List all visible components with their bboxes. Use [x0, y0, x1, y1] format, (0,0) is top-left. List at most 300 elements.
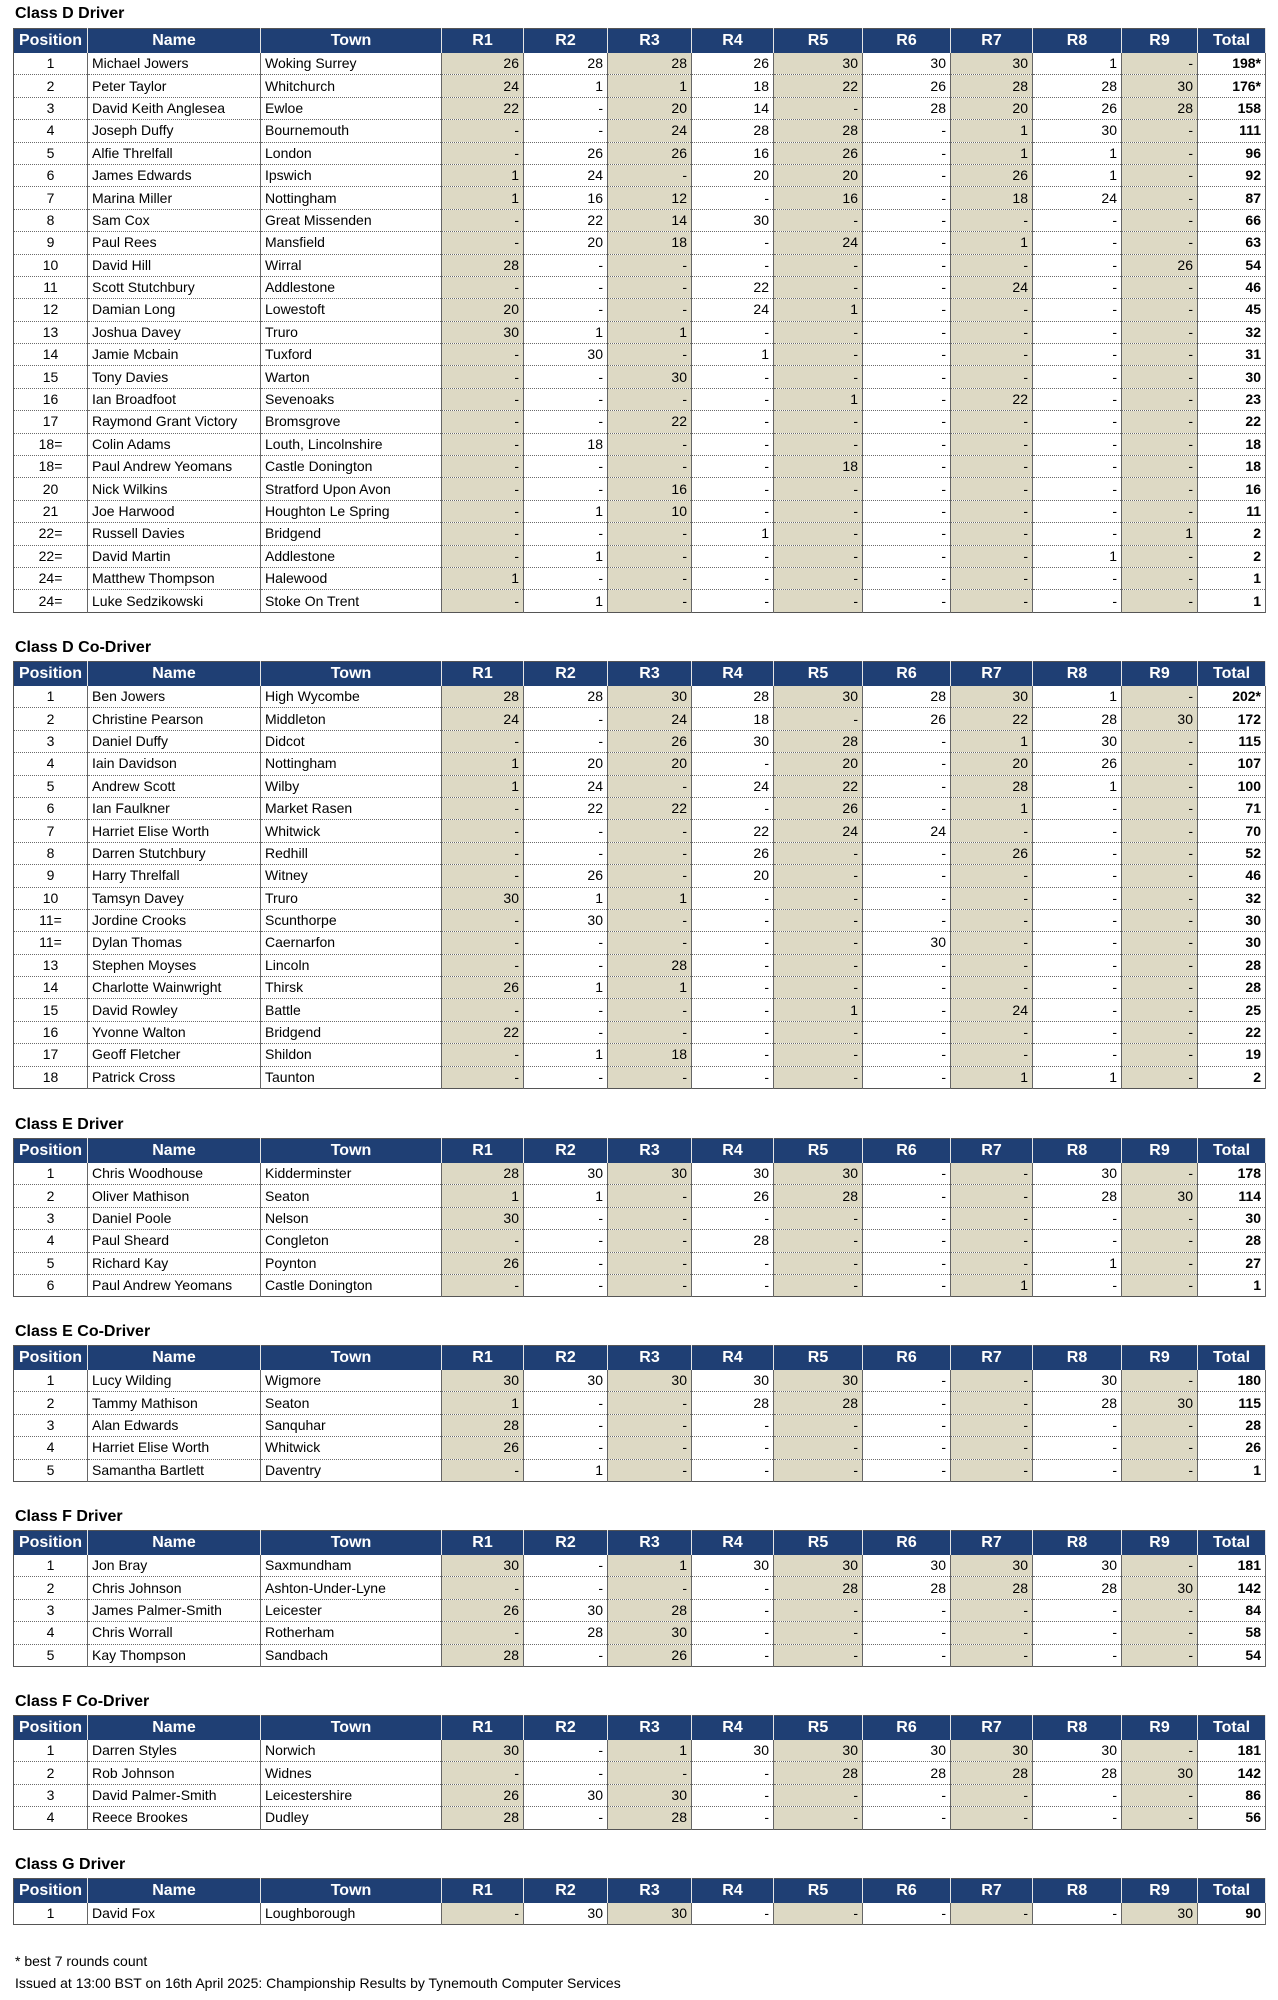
cell-r2: - [524, 1414, 608, 1436]
table-row [14, 1274, 1266, 1296]
cell-r3: - [608, 1185, 692, 1207]
cell-r4: - [692, 590, 774, 612]
cell-r6: 26 [863, 75, 951, 97]
cell-r6: - [863, 1644, 951, 1666]
cell-r9: - [1122, 1274, 1198, 1296]
cell-r3: 24 [608, 708, 692, 730]
cell-name: Russell Davies [88, 523, 261, 545]
cell-r5: 28 [774, 1577, 863, 1599]
cell-r9: - [1122, 1740, 1198, 1762]
cell-r1: 26 [442, 53, 524, 75]
cell-position: 15 [14, 366, 88, 388]
cell-r5: 24 [774, 232, 863, 254]
cell-r2: 30 [524, 344, 608, 366]
cell-position: 5 [14, 1459, 88, 1481]
cell-total: 2 [1198, 1066, 1266, 1088]
cell-name: Yvonne Walton [88, 1021, 261, 1043]
cell-town: Addlestone [261, 545, 442, 567]
cell-r4: - [692, 1644, 774, 1666]
column-header-r6: R6 [863, 1716, 951, 1741]
cell-position: 18 [14, 1066, 88, 1088]
cell-total: 46 [1198, 276, 1266, 298]
cell-r5: - [774, 1207, 863, 1229]
cell-r8: 1 [1033, 1066, 1122, 1088]
cell-total: 63 [1198, 232, 1266, 254]
cell-r6: - [863, 590, 951, 612]
cell-r2: 26 [524, 865, 608, 887]
cell-r9: 30 [1122, 708, 1198, 730]
cell-r2: 22 [524, 797, 608, 819]
cell-r5: - [774, 1274, 863, 1296]
cell-r4: - [692, 1437, 774, 1459]
cell-r8: - [1033, 909, 1122, 931]
cell-r3: 22 [608, 797, 692, 819]
cell-r4: 22 [692, 820, 774, 842]
table-row [14, 954, 1266, 976]
cell-town: Saxmundham [261, 1555, 442, 1577]
cell-r8: - [1033, 254, 1122, 276]
cell-r1: - [442, 842, 524, 864]
cell-name: Jamie Mcbain [88, 344, 261, 366]
cell-r9: - [1122, 1044, 1198, 1066]
cell-r3: - [608, 590, 692, 612]
table-row [14, 97, 1266, 119]
cell-r3: - [608, 299, 692, 321]
table-row [14, 1622, 1266, 1644]
cell-r3: - [608, 775, 692, 797]
cell-total: 70 [1198, 820, 1266, 842]
cell-town: Kidderminster [261, 1163, 442, 1185]
cell-r9: - [1122, 686, 1198, 708]
cell-r1: - [442, 1274, 524, 1296]
cell-r1: - [442, 232, 524, 254]
cell-r3: 30 [608, 1784, 692, 1806]
cell-r7: 30 [951, 686, 1033, 708]
column-header-r4: R4 [692, 29, 774, 54]
cell-r4: 24 [692, 299, 774, 321]
cell-r4: 16 [692, 142, 774, 164]
cell-r7: 24 [951, 999, 1033, 1021]
cell-r9: - [1122, 775, 1198, 797]
cell-r8: 24 [1033, 187, 1122, 209]
table-row [14, 1044, 1266, 1066]
cell-r3: - [608, 1577, 692, 1599]
table-row [14, 142, 1266, 164]
cell-r2: - [524, 1577, 608, 1599]
cell-r3: - [608, 1252, 692, 1274]
cell-r9: - [1122, 1414, 1198, 1436]
column-header-position: Position [14, 29, 88, 54]
cell-r6: - [863, 1185, 951, 1207]
table-row [14, 1185, 1266, 1207]
cell-r5: 18 [774, 456, 863, 478]
cell-town: Ewloe [261, 97, 442, 119]
cell-town: Bournemouth [261, 120, 442, 142]
table-row [14, 411, 1266, 433]
cell-town: Mansfield [261, 232, 442, 254]
cell-r8: - [1033, 366, 1122, 388]
cell-r7: - [951, 433, 1033, 455]
cell-r5: - [774, 1021, 863, 1043]
cell-total: 1 [1198, 567, 1266, 589]
cell-town: Truro [261, 887, 442, 909]
cell-r2: 30 [524, 1599, 608, 1621]
cell-town: Bridgend [261, 1021, 442, 1043]
cell-r4: 30 [692, 1163, 774, 1185]
cell-r2: 28 [524, 686, 608, 708]
cell-r7: - [951, 523, 1033, 545]
column-header-r6: R6 [863, 1346, 951, 1371]
cell-r5: - [774, 842, 863, 864]
cell-position: 1 [14, 1555, 88, 1577]
cell-r6: - [863, 1622, 951, 1644]
column-header-r6: R6 [863, 1879, 951, 1904]
cell-name: Ian Broadfoot [88, 388, 261, 410]
cell-r9: - [1122, 1807, 1198, 1829]
column-header-position: Position [14, 1139, 88, 1164]
cell-r6: - [863, 1414, 951, 1436]
cell-r8: - [1033, 1807, 1122, 1829]
cell-r8: 1 [1033, 686, 1122, 708]
cell-position: 3 [14, 1207, 88, 1229]
cell-total: 198* [1198, 53, 1266, 75]
cell-r4: - [692, 321, 774, 343]
cell-r4: - [692, 1903, 774, 1925]
cell-town: Wirral [261, 254, 442, 276]
cell-r3: 30 [608, 366, 692, 388]
cell-r1: - [442, 478, 524, 500]
table-row [14, 730, 1266, 752]
table-row [14, 299, 1266, 321]
cell-r6: 24 [863, 820, 951, 842]
cell-r3: - [608, 545, 692, 567]
table-row [14, 1784, 1266, 1806]
cell-town: Ashton-Under-Lyne [261, 1577, 442, 1599]
cell-total: 54 [1198, 1644, 1266, 1666]
cell-town: Taunton [261, 1066, 442, 1088]
cell-r3: - [608, 276, 692, 298]
cell-r2: - [524, 120, 608, 142]
cell-r5: - [774, 478, 863, 500]
cell-r1: - [442, 1066, 524, 1088]
cell-r3: - [608, 456, 692, 478]
cell-r7: - [951, 500, 1033, 522]
cell-r4: 18 [692, 75, 774, 97]
column-header-name: Name [88, 1139, 261, 1164]
cell-r4: 14 [692, 97, 774, 119]
cell-town: Bridgend [261, 523, 442, 545]
cell-r1: - [442, 590, 524, 612]
cell-r6: - [863, 1274, 951, 1296]
cell-r3: 30 [608, 686, 692, 708]
table-row [14, 75, 1266, 97]
table-row [14, 977, 1266, 999]
cell-r6: 26 [863, 708, 951, 730]
cell-r8: - [1033, 1903, 1122, 1925]
cell-r2: - [524, 1274, 608, 1296]
cell-r4: 26 [692, 53, 774, 75]
header-row [14, 1139, 1266, 1164]
table-row [14, 1437, 1266, 1459]
cell-r3: - [608, 820, 692, 842]
cell-r7: - [951, 1414, 1033, 1436]
column-header-r8: R8 [1033, 1346, 1122, 1371]
cell-r3: 24 [608, 120, 692, 142]
results-table [13, 1530, 1266, 1667]
cell-r5: - [774, 977, 863, 999]
cell-r7: 1 [951, 797, 1033, 819]
column-header-r3: R3 [608, 1879, 692, 1904]
cell-r7: - [951, 567, 1033, 589]
cell-r4: - [692, 500, 774, 522]
cell-r5: 30 [774, 1740, 863, 1762]
cell-r7: - [951, 1903, 1033, 1925]
cell-r2: - [524, 842, 608, 864]
cell-position: 9 [14, 865, 88, 887]
cell-town: Stoke On Trent [261, 590, 442, 612]
cell-r9: - [1122, 209, 1198, 231]
cell-name: Raymond Grant Victory [88, 411, 261, 433]
cell-r3: 20 [608, 753, 692, 775]
cell-r5: - [774, 1784, 863, 1806]
cell-total: 142 [1198, 1577, 1266, 1599]
cell-r8: 30 [1033, 120, 1122, 142]
cell-r3: - [608, 1274, 692, 1296]
cell-r3: 14 [608, 209, 692, 231]
cell-town: Redhill [261, 842, 442, 864]
cell-town: Leicester [261, 1599, 442, 1621]
cell-r1: 30 [442, 321, 524, 343]
cell-r2: 1 [524, 1459, 608, 1481]
cell-position: 1 [14, 686, 88, 708]
cell-r1: 1 [442, 753, 524, 775]
cell-r3: 26 [608, 730, 692, 752]
cell-r3: - [608, 1414, 692, 1436]
cell-r8: - [1033, 865, 1122, 887]
cell-r4: - [692, 456, 774, 478]
cell-r3: - [608, 433, 692, 455]
cell-r3: - [608, 1392, 692, 1414]
cell-r1: - [442, 932, 524, 954]
cell-town: Market Rasen [261, 797, 442, 819]
column-header-total: Total [1198, 1139, 1266, 1164]
cell-r7: - [951, 977, 1033, 999]
column-header-position: Position [14, 1346, 88, 1371]
cell-total: 1 [1198, 1274, 1266, 1296]
cell-r3: - [608, 842, 692, 864]
cell-r2: 1 [524, 545, 608, 567]
cell-r5: 20 [774, 164, 863, 186]
cell-r5: - [774, 932, 863, 954]
cell-r6: - [863, 366, 951, 388]
table-row [14, 232, 1266, 254]
cell-position: 18= [14, 433, 88, 455]
cell-r7: 1 [951, 232, 1033, 254]
cell-r9: - [1122, 500, 1198, 522]
cell-r4: 28 [692, 1392, 774, 1414]
cell-r9: - [1122, 887, 1198, 909]
cell-name: Harry Threlfall [88, 865, 261, 887]
cell-total: 107 [1198, 753, 1266, 775]
cell-r4: - [692, 753, 774, 775]
cell-r2: - [524, 1762, 608, 1784]
results-table [13, 661, 1266, 1089]
cell-r5: - [774, 1230, 863, 1252]
cell-total: 16 [1198, 478, 1266, 500]
cell-r2: - [524, 276, 608, 298]
column-header-r1: R1 [442, 1531, 524, 1556]
cell-r9: - [1122, 120, 1198, 142]
cell-name: Chris Worrall [88, 1622, 261, 1644]
cell-r1: - [442, 820, 524, 842]
cell-town: Whitchurch [261, 75, 442, 97]
cell-r5: 1 [774, 299, 863, 321]
column-header-r3: R3 [608, 29, 692, 54]
cell-r9: - [1122, 753, 1198, 775]
cell-position: 10 [14, 887, 88, 909]
cell-r3: 28 [608, 1599, 692, 1621]
column-header-total: Total [1198, 1716, 1266, 1741]
table-row [14, 254, 1266, 276]
cell-r6: - [863, 865, 951, 887]
cell-r3: 1 [608, 321, 692, 343]
cell-r5: - [774, 1807, 863, 1829]
column-header-r5: R5 [774, 1531, 863, 1556]
cell-town: Castle Donington [261, 456, 442, 478]
cell-position: 3 [14, 97, 88, 119]
cell-r9: - [1122, 1599, 1198, 1621]
cell-total: 52 [1198, 842, 1266, 864]
cell-r4: 30 [692, 1740, 774, 1762]
cell-total: 172 [1198, 708, 1266, 730]
cell-name: Alan Edwards [88, 1414, 261, 1436]
cell-name: Chris Woodhouse [88, 1163, 261, 1185]
cell-name: Tamsyn Davey [88, 887, 261, 909]
cell-r9: - [1122, 954, 1198, 976]
table-row [14, 456, 1266, 478]
cell-r4: - [692, 1807, 774, 1829]
cell-r8: 30 [1033, 1370, 1122, 1392]
cell-r1: 26 [442, 1252, 524, 1274]
cell-r1: 24 [442, 708, 524, 730]
table-row [14, 567, 1266, 589]
cell-position: 8 [14, 842, 88, 864]
cell-r6: - [863, 909, 951, 931]
cell-total: 115 [1198, 1392, 1266, 1414]
cell-name: Joseph Duffy [88, 120, 261, 142]
cell-total: 178 [1198, 1163, 1266, 1185]
cell-r3: 28 [608, 53, 692, 75]
column-header-r8: R8 [1033, 29, 1122, 54]
column-header-r4: R4 [692, 1346, 774, 1371]
cell-r4: 26 [692, 1185, 774, 1207]
table-row [14, 1230, 1266, 1252]
table-row [14, 1459, 1266, 1481]
table-row [14, 1740, 1266, 1762]
cell-town: Scunthorpe [261, 909, 442, 931]
column-header-r7: R7 [951, 1346, 1033, 1371]
cell-r3: 10 [608, 500, 692, 522]
cell-r1: - [442, 954, 524, 976]
cell-r3: - [608, 1437, 692, 1459]
cell-r8: 28 [1033, 708, 1122, 730]
cell-r2: - [524, 954, 608, 976]
cell-r1: 1 [442, 775, 524, 797]
cell-r8: 28 [1033, 1762, 1122, 1784]
cell-r6: - [863, 433, 951, 455]
cell-total: 71 [1198, 797, 1266, 819]
column-header-r9: R9 [1122, 1346, 1198, 1371]
cell-r3: - [608, 1459, 692, 1481]
column-header-r3: R3 [608, 1346, 692, 1371]
cell-r4: - [692, 232, 774, 254]
cell-town: Widnes [261, 1762, 442, 1784]
cell-r8: - [1033, 478, 1122, 500]
cell-name: Joe Harwood [88, 500, 261, 522]
cell-r9: - [1122, 53, 1198, 75]
cell-r2: - [524, 478, 608, 500]
cell-r2: - [524, 97, 608, 119]
table-row [14, 932, 1266, 954]
cell-r8: 30 [1033, 1555, 1122, 1577]
cell-r2: 18 [524, 433, 608, 455]
cell-r2: 20 [524, 232, 608, 254]
cell-r4: 20 [692, 865, 774, 887]
cell-r1: - [442, 433, 524, 455]
cell-r6: - [863, 523, 951, 545]
cell-r1: - [442, 209, 524, 231]
cell-r1: 1 [442, 164, 524, 186]
cell-r8: - [1033, 977, 1122, 999]
cell-total: 84 [1198, 1599, 1266, 1621]
cell-r6: - [863, 1807, 951, 1829]
cell-r5: 1 [774, 388, 863, 410]
cell-position: 24= [14, 590, 88, 612]
cell-r4: - [692, 977, 774, 999]
cell-total: 90 [1198, 1903, 1266, 1925]
cell-r6: - [863, 545, 951, 567]
cell-name: Oliver Mathison [88, 1185, 261, 1207]
column-header-r8: R8 [1033, 1879, 1122, 1904]
cell-r8: - [1033, 1644, 1122, 1666]
cell-r2: 28 [524, 1622, 608, 1644]
cell-r5: - [774, 590, 863, 612]
cell-r2: - [524, 932, 608, 954]
column-header-town: Town [261, 1139, 442, 1164]
cell-r3: 28 [608, 1807, 692, 1829]
column-header-town: Town [261, 29, 442, 54]
cell-r1: 1 [442, 1185, 524, 1207]
cell-position: 1 [14, 1740, 88, 1762]
cell-name: David Fox [88, 1903, 261, 1925]
cell-name: Joshua Davey [88, 321, 261, 343]
cell-r3: 1 [608, 977, 692, 999]
cell-r8: - [1033, 1021, 1122, 1043]
table-row [14, 1903, 1266, 1925]
table-row [14, 209, 1266, 231]
cell-position: 2 [14, 1392, 88, 1414]
cell-position: 24= [14, 567, 88, 589]
column-header-r2: R2 [524, 662, 608, 687]
cell-r4: 1 [692, 523, 774, 545]
header-row [14, 1346, 1266, 1371]
cell-r4: 28 [692, 686, 774, 708]
cell-total: 96 [1198, 142, 1266, 164]
cell-r7: 20 [951, 753, 1033, 775]
cell-r9: 30 [1122, 1903, 1198, 1925]
column-header-position: Position [14, 662, 88, 687]
cell-r6: - [863, 954, 951, 976]
